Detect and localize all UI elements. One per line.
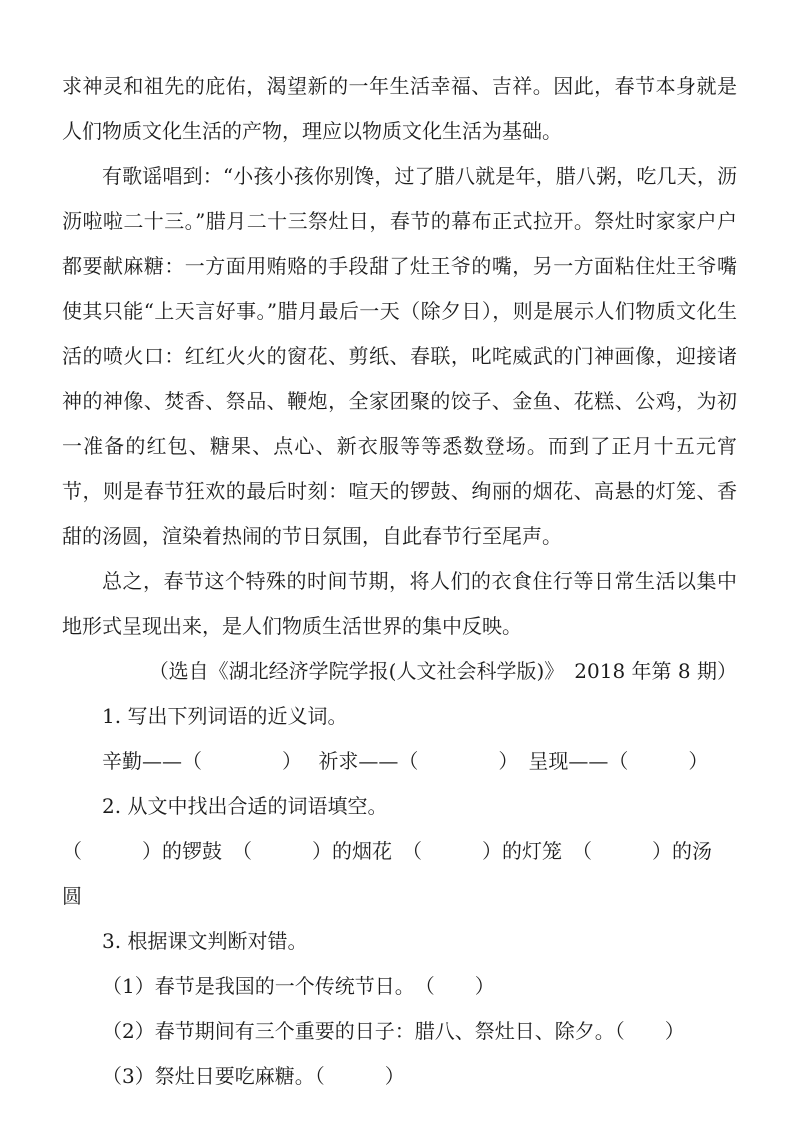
question-3-item-3: （3）祭灶日要吃麻糖。（ ） <box>102 1064 405 1088</box>
exercise-questions <box>62 694 737 1099</box>
question-2-fill-blanks-line1: （ ）的锣鼓 （ ）的烟花 （ ）的灯笼 （ ）的汤 <box>62 839 712 863</box>
question-1-synonym-blanks: 辛勤——（ ） 祈求——（ ） 呈现——（ ） <box>102 749 709 773</box>
source-citation: （选自《湖北经济学院学报(人文社会科学版)》 2018 年第 8 期） <box>148 659 737 683</box>
passage-paragraph-summary: 总之，春节这个特殊的时间节期，将人们的衣食住行等日常生活以集中地形式呈现出来，是人们物质生活世界的集中反映。 <box>62 569 737 638</box>
question-3-item-1: （1）春节是我国的一个传统节日。 （ ） <box>102 974 495 998</box>
question-3-label: 3. 根据课文判断对错。 <box>102 929 308 953</box>
passage-paragraph-songyao: 有歌谣唱到：“小孩小孩你别馋，过了腊八就是年，腊八粥，吃几天，沥沥啦啦二十三。”腊月二十三祭灶日，春节的幕布正式拉开。祭灶时家家户户都要献麻糖：一方面用贿赂的手段甜了灶王爷的嘴，另一方面粘住灶王爷嘴使其只能“上天言好事。”腊月最后一天（除夕日），则是展示人们物质文化生活的喷火口：红红火火的窗花、剪纸、春联，叱咤威武的门神画像，迎接诸神的神像、焚香、祭品、鞭炮，全家团聚的饺子、金鱼、花糕、公鸡，为初一准备的红包、糖果、点心、新衣服等等悉数登场。而到了正月十五元宵节，则是春节狂欢的最后时刻：喧天的锣鼓、绚丽的烟花、高悬的灯笼、香甜的汤圆，渲染着热闹的节日氛围，自此春节行至尾声。 <box>62 164 737 548</box>
passage-paragraph-continuation: 求神灵和祖先的庇佑，渴望新的一年生活幸福、吉祥。因此，春节本身就是人们物质文化生活的产物，理应以物质文化生活为基础。 <box>62 74 737 143</box>
question-1-label: 1. 写出下列词语的近义词。 <box>102 704 348 728</box>
question-2-label: 2. 从文中找出合适的词语填空。 <box>102 794 388 818</box>
reading-passage <box>62 64 737 694</box>
question-2-fill-blanks-line2: 圆 <box>62 884 82 908</box>
question-3-item-2: （2）春节期间有三个重要的日子：腊八、祭灶日、除夕。（ ） <box>102 1019 685 1043</box>
